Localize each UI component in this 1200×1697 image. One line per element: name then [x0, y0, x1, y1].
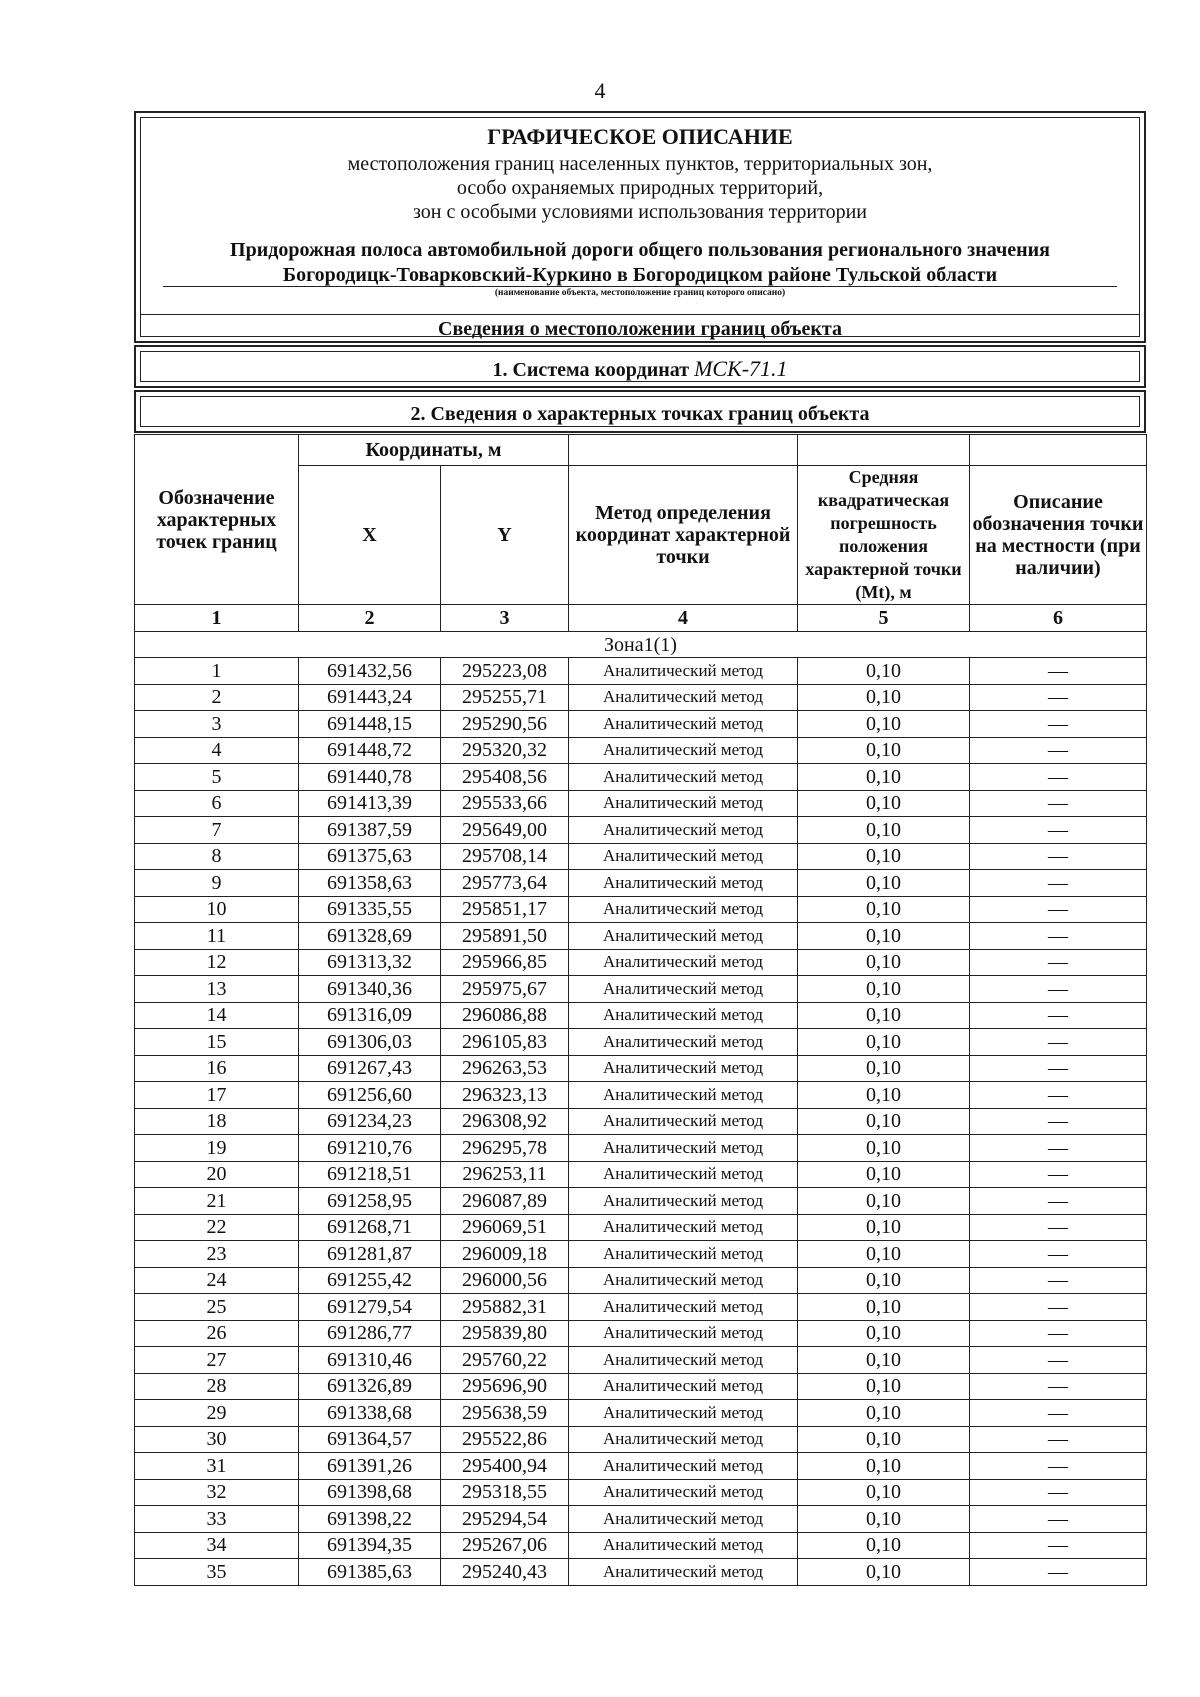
error-value: 0,10	[798, 1055, 970, 1082]
error-value: 0,10	[798, 1241, 970, 1268]
point-number: 27	[135, 1347, 299, 1374]
coord-system-value: МСК-71.1	[694, 356, 788, 381]
column-number: 6	[970, 605, 1147, 632]
description: —	[970, 949, 1147, 976]
point-number: 12	[135, 949, 299, 976]
table-row	[135, 1108, 1147, 1135]
method: Аналитический метод	[569, 1532, 798, 1559]
points-section-box	[134, 390, 1146, 433]
point-number: 13	[135, 976, 299, 1003]
table-row	[135, 843, 1147, 870]
coordinates-table	[134, 434, 1147, 1586]
coord-x: 691398,22	[299, 1506, 441, 1533]
point-number: 2	[135, 684, 299, 711]
point-number: 24	[135, 1267, 299, 1294]
coord-y: 295975,67	[441, 976, 569, 1003]
coord-x: 691443,24	[299, 684, 441, 711]
table-row	[135, 1532, 1147, 1559]
object-name	[141, 238, 1139, 288]
method: Аналитический метод	[569, 684, 798, 711]
error-value: 0,10	[798, 1002, 970, 1029]
document-subtitle	[141, 152, 1139, 224]
error-value: 0,10	[798, 737, 970, 764]
description: —	[970, 1400, 1147, 1427]
method: Аналитический метод	[569, 1135, 798, 1162]
error-value: 0,10	[798, 870, 970, 897]
coord-y: 295318,55	[441, 1479, 569, 1506]
coord-y: 295294,54	[441, 1506, 569, 1533]
coord-y: 295773,64	[441, 870, 569, 897]
description: —	[970, 1453, 1147, 1480]
point-number: 8	[135, 843, 299, 870]
header-error: Средняя квадратическая погрешность положения характерной точки (Mt), м	[798, 466, 970, 605]
table-row	[135, 764, 1147, 791]
method: Аналитический метод	[569, 1188, 798, 1215]
description: —	[970, 817, 1147, 844]
point-number: 35	[135, 1559, 299, 1586]
point-number: 23	[135, 1241, 299, 1268]
header-x: X	[299, 466, 441, 605]
description: —	[970, 1559, 1147, 1586]
method: Аналитический метод	[569, 1506, 798, 1533]
method: Аналитический метод	[569, 817, 798, 844]
coord-x: 691340,36	[299, 976, 441, 1003]
table-row	[135, 1188, 1147, 1215]
point-number: 1	[135, 658, 299, 685]
column-numbers-row	[135, 605, 1147, 632]
method: Аналитический метод	[569, 1373, 798, 1400]
coord-y: 295408,56	[441, 764, 569, 791]
description: —	[970, 976, 1147, 1003]
method: Аналитический метод	[569, 1002, 798, 1029]
point-number: 30	[135, 1426, 299, 1453]
table-row	[135, 896, 1147, 923]
document-header	[134, 111, 1146, 343]
coord-y: 296000,56	[441, 1267, 569, 1294]
coord-x: 691391,26	[299, 1453, 441, 1480]
method: Аналитический метод	[569, 1055, 798, 1082]
method: Аналитический метод	[569, 1214, 798, 1241]
table-row	[135, 1506, 1147, 1533]
coord-y: 296086,88	[441, 1002, 569, 1029]
point-number: 22	[135, 1214, 299, 1241]
error-value: 0,10	[798, 1082, 970, 1109]
coord-x: 691258,95	[299, 1188, 441, 1215]
coord-x: 691338,68	[299, 1400, 441, 1427]
column-number: 3	[441, 605, 569, 632]
column-number: 1	[135, 605, 299, 632]
coord-x: 691306,03	[299, 1029, 441, 1056]
error-value: 0,10	[798, 764, 970, 791]
column-number: 5	[798, 605, 970, 632]
method: Аналитический метод	[569, 1347, 798, 1374]
coord-x: 691210,76	[299, 1135, 441, 1162]
coord-y: 295891,50	[441, 923, 569, 950]
header-y: Y	[441, 466, 569, 605]
table-row	[135, 1320, 1147, 1347]
coord-x: 691335,55	[299, 896, 441, 923]
method: Аналитический метод	[569, 737, 798, 764]
coord-x: 691398,68	[299, 1479, 441, 1506]
point-number: 17	[135, 1082, 299, 1109]
error-value: 0,10	[798, 1373, 970, 1400]
column-number: 4	[569, 605, 798, 632]
table-row	[135, 817, 1147, 844]
method: Аналитический метод	[569, 1320, 798, 1347]
point-number: 5	[135, 764, 299, 791]
error-value: 0,10	[798, 1214, 970, 1241]
table-row	[135, 658, 1147, 685]
header-description: Описание обозначения точки на местности (при наличии)	[970, 466, 1147, 605]
coord-y: 296295,78	[441, 1135, 569, 1162]
coord-x: 691326,89	[299, 1373, 441, 1400]
document-header-inner	[140, 117, 1140, 340]
point-number: 9	[135, 870, 299, 897]
coord-x: 691385,63	[299, 1559, 441, 1586]
coord-x: 691432,56	[299, 658, 441, 685]
coord-system-box	[134, 345, 1146, 388]
coord-x: 691358,63	[299, 870, 441, 897]
coord-y: 295882,31	[441, 1294, 569, 1321]
point-number: 20	[135, 1161, 299, 1188]
coord-y: 295255,71	[441, 684, 569, 711]
description: —	[970, 1267, 1147, 1294]
coord-x: 691440,78	[299, 764, 441, 791]
error-value: 0,10	[798, 684, 970, 711]
table-row	[135, 976, 1147, 1003]
error-value: 0,10	[798, 1426, 970, 1453]
point-number: 3	[135, 711, 299, 738]
table-row	[135, 1029, 1147, 1056]
points-section-title: 2. Сведения о характерных точках границ объекта	[140, 396, 1140, 427]
table-row	[135, 684, 1147, 711]
error-value: 0,10	[798, 1532, 970, 1559]
description: —	[970, 737, 1147, 764]
description: —	[970, 1294, 1147, 1321]
object-name-line: Придорожная полоса автомобильной дороги общего пользования регионального значения	[230, 239, 1050, 261]
description: —	[970, 1002, 1147, 1029]
description: —	[970, 1532, 1147, 1559]
error-value: 0,10	[798, 1267, 970, 1294]
description: —	[970, 1479, 1147, 1506]
point-number: 25	[135, 1294, 299, 1321]
zone-label: Зона1(1)	[135, 632, 1147, 658]
coord-x: 691310,46	[299, 1347, 441, 1374]
error-value: 0,10	[798, 1453, 970, 1480]
method: Аналитический метод	[569, 870, 798, 897]
coord-y: 296263,53	[441, 1055, 569, 1082]
method: Аналитический метод	[569, 1082, 798, 1109]
error-value: 0,10	[798, 1506, 970, 1533]
description: —	[970, 1426, 1147, 1453]
coord-x: 691255,42	[299, 1267, 441, 1294]
method: Аналитический метод	[569, 923, 798, 950]
coord-x: 691279,54	[299, 1294, 441, 1321]
table-row	[135, 949, 1147, 976]
point-number: 14	[135, 1002, 299, 1029]
coord-x: 691268,71	[299, 1214, 441, 1241]
header-designation: Обозначение характерных точек границ	[135, 435, 299, 605]
description: —	[970, 1347, 1147, 1374]
coord-x: 691448,72	[299, 737, 441, 764]
subtitle-line: зон с особыми условиями использования территории	[412, 201, 868, 223]
description: —	[970, 684, 1147, 711]
description: —	[970, 1320, 1147, 1347]
description: —	[970, 1055, 1147, 1082]
error-value: 0,10	[798, 1559, 970, 1586]
error-value: 0,10	[798, 1135, 970, 1162]
description: —	[970, 1373, 1147, 1400]
header-blank	[569, 435, 798, 466]
table-header-row	[135, 435, 1147, 466]
method: Аналитический метод	[569, 1453, 798, 1480]
coord-x: 691375,63	[299, 843, 441, 870]
description: —	[970, 1135, 1147, 1162]
error-value: 0,10	[798, 1108, 970, 1135]
description: —	[970, 1161, 1147, 1188]
table-row	[135, 1400, 1147, 1427]
column-number: 2	[299, 605, 441, 632]
header-coordinates: Координаты, м	[299, 435, 569, 466]
description: —	[970, 764, 1147, 791]
error-value: 0,10	[798, 1161, 970, 1188]
table-row	[135, 870, 1147, 897]
table-row	[135, 1373, 1147, 1400]
table-row	[135, 790, 1147, 817]
coord-system-inner	[140, 351, 1140, 382]
object-name-line: Богородицк-Товарковский-Куркино в Богородицком районе Тульской области	[282, 264, 998, 286]
coord-y: 295966,85	[441, 949, 569, 976]
description: —	[970, 1241, 1147, 1268]
method: Аналитический метод	[569, 1400, 798, 1427]
coord-x: 691316,09	[299, 1002, 441, 1029]
coord-x: 691364,57	[299, 1426, 441, 1453]
point-number: 28	[135, 1373, 299, 1400]
point-number: 10	[135, 896, 299, 923]
coord-y: 296009,18	[441, 1241, 569, 1268]
coord-y: 295638,59	[441, 1400, 569, 1427]
table-row	[135, 1559, 1147, 1586]
coord-y: 296105,83	[441, 1029, 569, 1056]
coord-x: 691267,43	[299, 1055, 441, 1082]
point-number: 26	[135, 1320, 299, 1347]
point-number: 21	[135, 1188, 299, 1215]
coord-y: 296069,51	[441, 1214, 569, 1241]
table-row	[135, 711, 1147, 738]
section-divider	[141, 314, 1139, 315]
object-caption: (наименование объекта, местоположение границ которого описано)	[494, 288, 786, 298]
point-number: 6	[135, 790, 299, 817]
description: —	[970, 711, 1147, 738]
description: —	[970, 1108, 1147, 1135]
description: —	[970, 896, 1147, 923]
error-value: 0,10	[798, 1294, 970, 1321]
coord-system-label: 1. Система координат	[492, 359, 690, 381]
point-number: 34	[135, 1532, 299, 1559]
method: Аналитический метод	[569, 843, 798, 870]
page-number: 4	[594, 78, 606, 103]
coord-x: 691387,59	[299, 817, 441, 844]
coord-x: 691281,87	[299, 1241, 441, 1268]
coord-y: 296308,92	[441, 1108, 569, 1135]
table-row	[135, 1214, 1147, 1241]
point-number: 15	[135, 1029, 299, 1056]
error-value: 0,10	[798, 1029, 970, 1056]
table-row	[135, 737, 1147, 764]
table-row	[135, 1241, 1147, 1268]
description: —	[970, 658, 1147, 685]
table-row	[135, 1002, 1147, 1029]
coord-y: 295267,06	[441, 1532, 569, 1559]
error-value: 0,10	[798, 1320, 970, 1347]
table-row	[135, 1161, 1147, 1188]
coord-x: 691218,51	[299, 1161, 441, 1188]
table-row	[135, 1294, 1147, 1321]
coord-y: 295839,80	[441, 1320, 569, 1347]
error-value: 0,10	[798, 1400, 970, 1427]
point-number: 16	[135, 1055, 299, 1082]
point-number: 7	[135, 817, 299, 844]
coord-x: 691286,77	[299, 1320, 441, 1347]
method: Аналитический метод	[569, 1267, 798, 1294]
method: Аналитический метод	[569, 790, 798, 817]
object-name-underline	[163, 286, 1117, 287]
point-number: 29	[135, 1400, 299, 1427]
coord-y: 295400,94	[441, 1453, 569, 1480]
coord-y: 295522,86	[441, 1426, 569, 1453]
description: —	[970, 1188, 1147, 1215]
coord-y: 295760,22	[441, 1347, 569, 1374]
method: Аналитический метод	[569, 658, 798, 685]
description: —	[970, 790, 1147, 817]
description: —	[970, 1506, 1147, 1533]
header-blank	[798, 435, 970, 466]
table-row	[135, 1267, 1147, 1294]
point-number: 19	[135, 1135, 299, 1162]
table-row	[135, 1426, 1147, 1453]
point-number: 4	[135, 737, 299, 764]
header-method: Метод определения координат характерной точки	[569, 466, 798, 605]
point-number: 11	[135, 923, 299, 950]
description: —	[970, 843, 1147, 870]
error-value: 0,10	[798, 896, 970, 923]
coord-y: 295649,00	[441, 817, 569, 844]
point-number: 31	[135, 1453, 299, 1480]
description: —	[970, 1029, 1147, 1056]
coord-x: 691313,32	[299, 949, 441, 976]
coord-y: 295708,14	[441, 843, 569, 870]
zone-row	[135, 632, 1147, 658]
table-row	[135, 1479, 1147, 1506]
method: Аналитический метод	[569, 1161, 798, 1188]
table-row	[135, 1347, 1147, 1374]
error-value: 0,10	[798, 658, 970, 685]
error-value: 0,10	[798, 949, 970, 976]
description: —	[970, 870, 1147, 897]
coord-x: 691234,23	[299, 1108, 441, 1135]
coord-x: 691328,69	[299, 923, 441, 950]
method: Аналитический метод	[569, 949, 798, 976]
method: Аналитический метод	[569, 764, 798, 791]
method: Аналитический метод	[569, 1029, 798, 1056]
coord-y: 295696,90	[441, 1373, 569, 1400]
coord-y: 296087,89	[441, 1188, 569, 1215]
coord-x: 691413,39	[299, 790, 441, 817]
coord-x: 691256,60	[299, 1082, 441, 1109]
method: Аналитический метод	[569, 896, 798, 923]
description: —	[970, 1082, 1147, 1109]
method: Аналитический метод	[569, 976, 798, 1003]
point-number: 33	[135, 1506, 299, 1533]
error-value: 0,10	[798, 1479, 970, 1506]
table-row	[135, 1082, 1147, 1109]
coord-y: 296323,13	[441, 1082, 569, 1109]
coord-y: 295223,08	[441, 658, 569, 685]
coord-y: 295290,56	[441, 711, 569, 738]
error-value: 0,10	[798, 790, 970, 817]
subtitle-line: местоположения границ населенных пунктов, территориальных зон,	[347, 153, 933, 175]
point-number: 32	[135, 1479, 299, 1506]
header-blank	[970, 435, 1147, 466]
description: —	[970, 923, 1147, 950]
coord-y: 295320,32	[441, 737, 569, 764]
method: Аналитический метод	[569, 711, 798, 738]
method: Аналитический метод	[569, 1241, 798, 1268]
table-row	[135, 1453, 1147, 1480]
subtitle-line: особо охраняемых природных территорий,	[456, 177, 824, 199]
error-value: 0,10	[798, 976, 970, 1003]
table-row	[135, 1135, 1147, 1162]
table-row	[135, 923, 1147, 950]
method: Аналитический метод	[569, 1426, 798, 1453]
coord-y: 295533,66	[441, 790, 569, 817]
method: Аналитический метод	[569, 1559, 798, 1586]
coord-y: 296253,11	[441, 1161, 569, 1188]
method: Аналитический метод	[569, 1479, 798, 1506]
method: Аналитический метод	[569, 1108, 798, 1135]
table-row	[135, 1055, 1147, 1082]
method: Аналитический метод	[569, 1294, 798, 1321]
coord-y: 295851,17	[441, 896, 569, 923]
error-value: 0,10	[798, 711, 970, 738]
error-value: 0,10	[798, 1188, 970, 1215]
error-value: 0,10	[798, 1347, 970, 1374]
error-value: 0,10	[798, 843, 970, 870]
description: —	[970, 1214, 1147, 1241]
point-number: 18	[135, 1108, 299, 1135]
document-title: ГРАФИЧЕСКОЕ ОПИСАНИЕ	[487, 124, 793, 149]
coord-y: 295240,43	[441, 1559, 569, 1586]
section-label: Сведения о местоположении границ объекта	[438, 318, 842, 340]
error-value: 0,10	[798, 817, 970, 844]
coord-x: 691448,15	[299, 711, 441, 738]
coord-x: 691394,35	[299, 1532, 441, 1559]
error-value: 0,10	[798, 923, 970, 950]
